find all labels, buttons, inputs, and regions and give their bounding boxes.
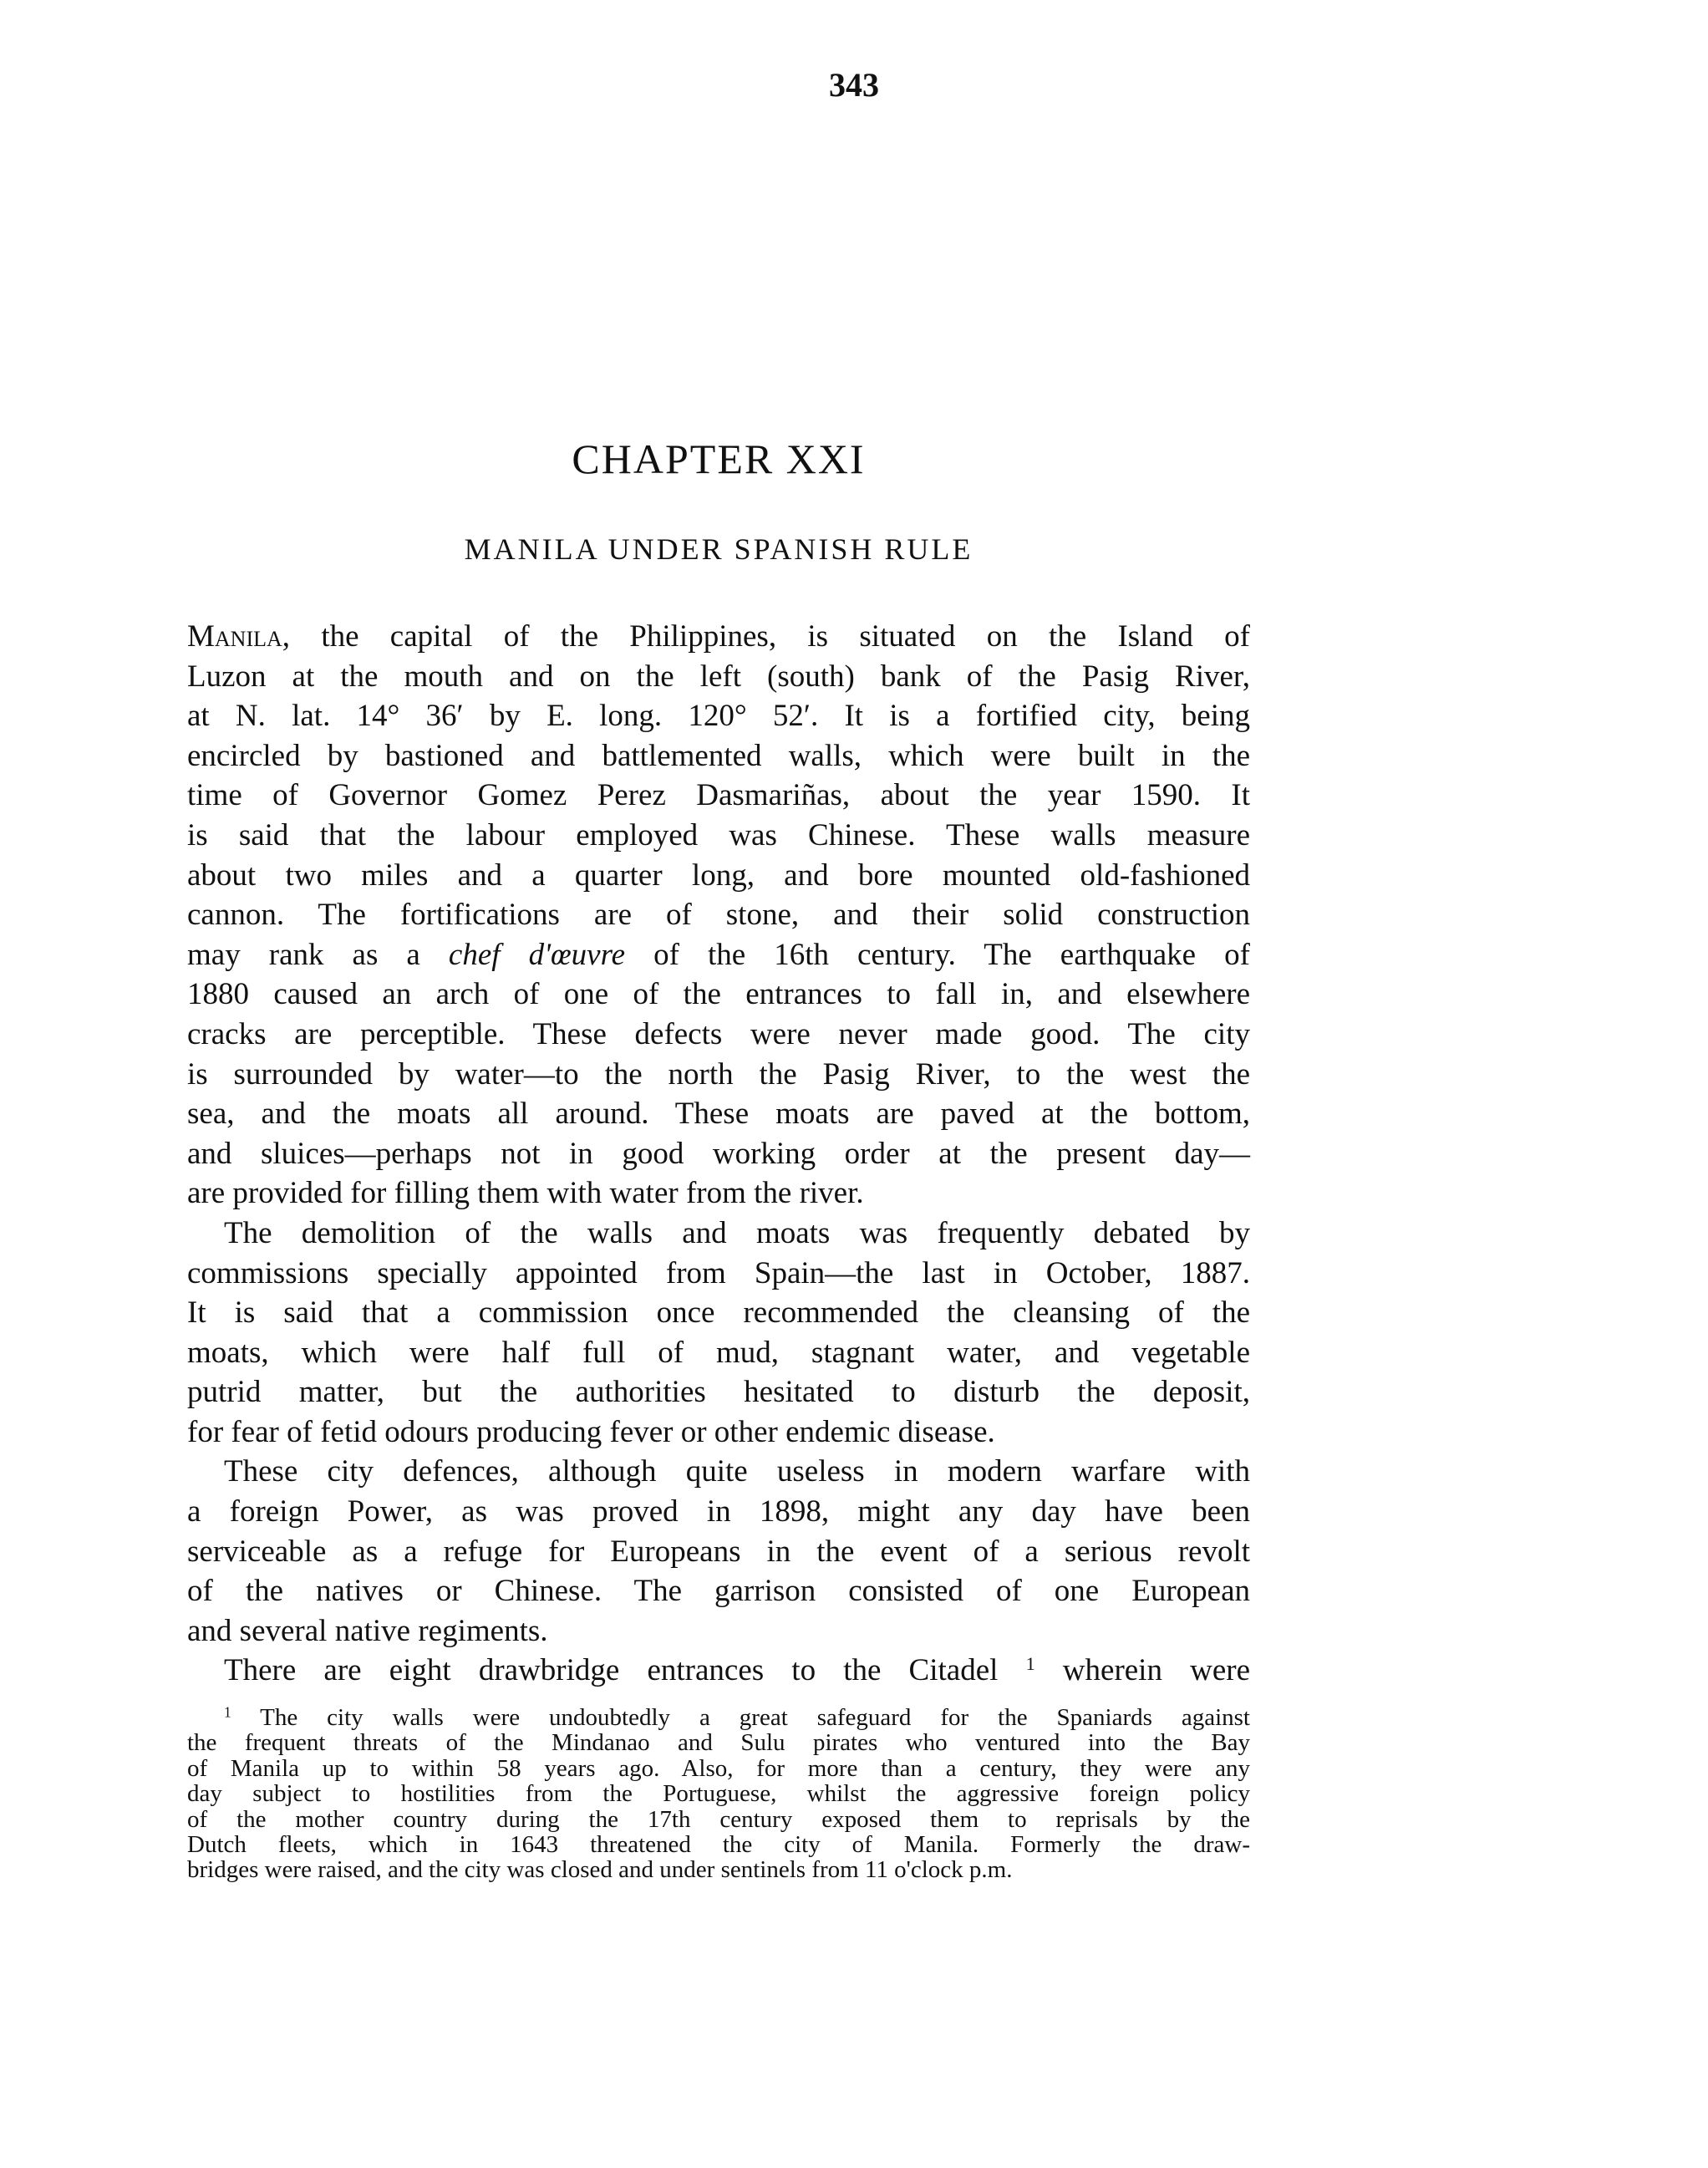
body-line [187, 935, 1250, 975]
body-line [187, 1015, 1250, 1055]
text-segment: The city walls were undoubtedly a great safeguard for the Spaniards against [231, 1704, 1250, 1731]
text-segment: Manila [187, 619, 282, 654]
footnote-line [187, 1730, 1250, 1755]
body-line [187, 1254, 1250, 1294]
text-segment: chef d'œuvre [448, 937, 626, 972]
body-line [187, 1293, 1250, 1333]
footnote-line [187, 1807, 1250, 1832]
body-paragraph [187, 617, 1250, 1214]
text-segment: commissions specially appointed from Spain—the last in October, 1887. [187, 1255, 1250, 1290]
text-segment: is said that the labour employed was Chinese. These walls measure [187, 817, 1250, 852]
footnote-paragraph [187, 1705, 1250, 1883]
page-number: 343 [829, 66, 879, 104]
body-line [187, 1055, 1250, 1095]
chapter-title: CHAPTER XXI [572, 435, 866, 482]
footnote-marker: 1 [1025, 1653, 1035, 1675]
body-line [187, 1173, 1250, 1214]
body-line [187, 1651, 1250, 1691]
body-line [187, 696, 1250, 736]
text-segment: serviceable as a refuge for Europeans in the event of a serious revolt [187, 1534, 1250, 1569]
body-line [187, 1452, 1250, 1492]
body-line [187, 1214, 1250, 1254]
body-line [187, 1492, 1250, 1532]
text-segment: putrid matter, but the authorities hesitated to disturb the deposit, [187, 1375, 1250, 1410]
text-segment: moats, which were half full of mud, stagnant water, and vegetable [187, 1335, 1250, 1370]
text-segment: These city defences, although quite useless in modern warfare with [224, 1454, 1250, 1489]
text-segment: bridges were raised, and the city was closed and under sentinels from 11 o'clock p.m. [187, 1856, 1013, 1884]
text-segment: cannon. The fortifications are of stone, and their solid construction [187, 898, 1250, 933]
body-line [187, 975, 1250, 1015]
body-line [187, 1333, 1250, 1373]
body-line [187, 895, 1250, 935]
body-line [187, 1134, 1250, 1174]
body-line [187, 736, 1250, 776]
text-segment: is surrounded by water—to the north the Pasig River, to the west the [187, 1056, 1250, 1092]
body-line [187, 1532, 1250, 1572]
text-segment: a foreign Power, as was proved in 1898, might any day have been [187, 1494, 1250, 1529]
text-segment: at N. lat. 14° 36′ by E. long. 120° 52′. It is a fortified city, being [187, 699, 1250, 734]
chapter-subtitle: MANILA UNDER SPANISH RULE [464, 532, 973, 566]
text-segment: the frequent threats of the Mindanao and Sulu pirates who ventured into the Bay [187, 1729, 1250, 1757]
body-line [187, 856, 1250, 896]
text-segment: for fear of fetid odours producing fever or other endemic disease. [187, 1414, 995, 1449]
text-segment: about two miles and a quarter long, and bore mounted old-fashioned [187, 858, 1250, 893]
text-segment: of Manila up to within 58 years ago. Also, for more than a century, they were any [187, 1754, 1250, 1782]
text-segment: sea, and the moats all around. These moats are paved at the bottom, [187, 1097, 1250, 1132]
body-paragraph [187, 1214, 1250, 1453]
body-line [187, 1611, 1250, 1651]
text-segment: 1880 caused an arch of one of the entrances to fall in, and elsewhere [187, 977, 1250, 1012]
body-line [187, 657, 1250, 697]
text-segment: day subject to hostilities from the Portuguese, whilst the aggressive foreign policy [187, 1780, 1250, 1808]
footnote-line [187, 1705, 1250, 1730]
footnotes [187, 1705, 1250, 1883]
text-segment: time of Governor Gomez Perez Dasmariñas, about the year 1590. It [187, 778, 1250, 813]
text-segment: Dutch fleets, which in 1643 threatened the city of Manila. Formerly the draw- [187, 1830, 1250, 1858]
text-segment: wherein were [1034, 1653, 1250, 1688]
footnote-line [187, 1832, 1250, 1857]
text-segment: encircled by bastioned and battlemented walls, which were built in the [187, 738, 1250, 773]
footnote-line [187, 1857, 1250, 1882]
body-line [187, 1372, 1250, 1412]
text-segment: and several native regiments. [187, 1613, 548, 1648]
text-segment: Luzon at the mouth and on the left (south) bank of the Pasig River, [187, 659, 1250, 694]
text-segment: and sluices—perhaps not in good working order at the present day— [187, 1136, 1250, 1171]
body-line [187, 1412, 1250, 1453]
footnote-line [187, 1781, 1250, 1806]
text-segment: of the natives or Chinese. The garrison consisted of one European [187, 1574, 1250, 1609]
text-segment: of the 16th century. The earthquake of [625, 937, 1250, 972]
text-segment: may rank as a [187, 937, 449, 972]
body-paragraph [187, 1452, 1250, 1651]
body-line [187, 816, 1250, 856]
body-text [187, 617, 1250, 1691]
body-paragraph [187, 1651, 1250, 1691]
text-segment: are provided for filling them with water from the river. [187, 1176, 864, 1211]
body-line [187, 776, 1250, 816]
body-line [187, 1571, 1250, 1611]
footnote-marker: 1 [224, 1703, 231, 1721]
text-segment: It is said that a commission once recommended the cleansing of the [187, 1295, 1250, 1331]
text-segment: There are eight drawbridge entrances to the Citadel [224, 1653, 1026, 1688]
text-segment: , the capital of the Philippines, is situated on the Island of [282, 619, 1250, 654]
text-segment: cracks are perceptible. These defects were never made good. The city [187, 1016, 1250, 1051]
text-segment: of the mother country during the 17th century exposed them to reprisals by the [187, 1805, 1250, 1833]
body-line [187, 617, 1250, 657]
text-segment: The demolition of the walls and moats was frequently debated by [224, 1215, 1250, 1250]
footnote-line [187, 1756, 1250, 1781]
body-line [187, 1094, 1250, 1134]
